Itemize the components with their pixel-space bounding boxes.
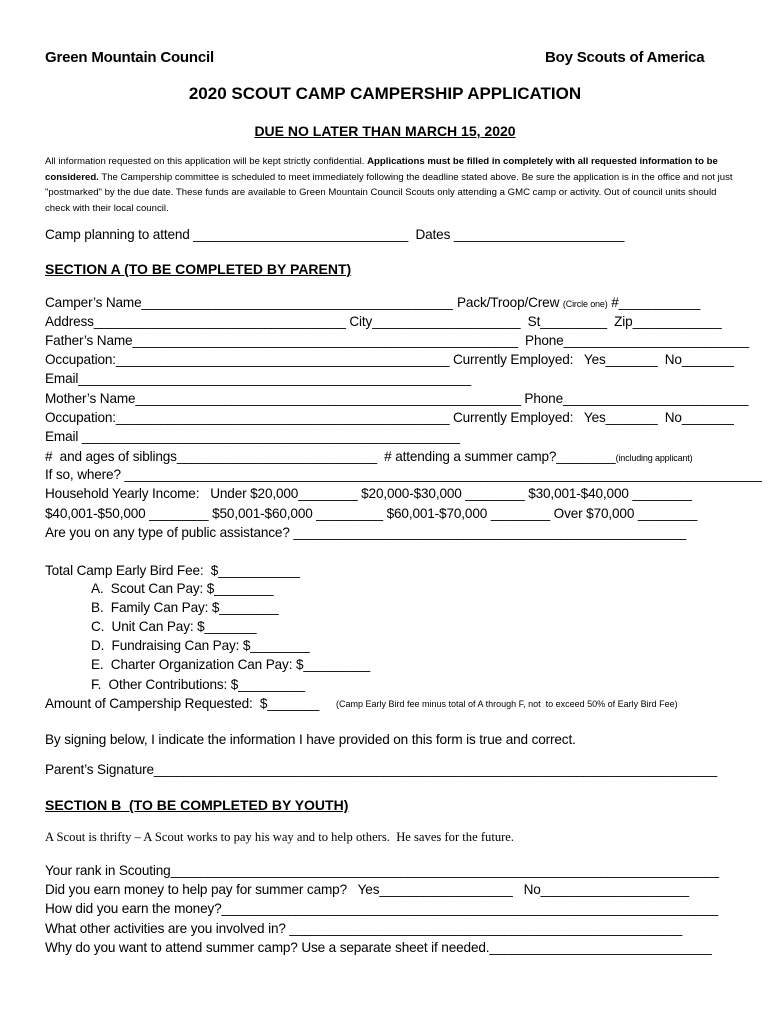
scout-rank-field[interactable]: Your rank in Scouting__________________________________________________________________________: [45, 863, 719, 878]
confidentiality-notice: [45, 154, 735, 216]
intro-text-bold: Applications must be filled in completely with all requested information to be considered.: [45, 156, 718, 183]
income-line-1[interactable]: Household Yearly Income: Under $20,000________ $20,000-$30,000 ________ $30,001-$40,000 ________: [45, 486, 692, 501]
public-assistance-field[interactable]: Are you on any type of public assistance? _____________________________________________________: [45, 525, 687, 540]
siblings-text[interactable]: # and ages of siblings___________________________ # attending a summer camp?________: [45, 449, 616, 464]
amount-requested-note: (Camp Early Bird fee minus total of A through F, not to exceed 50% of Early Bird Fee): [336, 699, 678, 709]
pack-troop-crew-field[interactable]: [457, 296, 700, 310]
including-applicant-note: (including applicant): [615, 453, 693, 463]
organization-name: Boy Scouts of America: [545, 49, 705, 66]
mother-occupation-field[interactable]: Occupation:_____________________________________________ Currently Employed: Yes_______ No_______: [45, 410, 734, 425]
scout-can-pay-field[interactable]: A. Scout Can Pay: $________: [91, 581, 274, 596]
parent-signature-field[interactable]: Parent’s Signature____________________________________________________________________________: [45, 762, 718, 777]
form-title: 2020 SCOUT CAMP CAMPERSHIP APPLICATION: [188, 84, 582, 103]
how-earn-money-field[interactable]: How did you earn the money?___________________________________________________________________: [45, 901, 719, 916]
other-contributions-field[interactable]: F. Other Contributions: $_________: [91, 677, 305, 692]
due-date-text: DUE NO LATER THAN MARCH 15, 2020: [254, 123, 516, 139]
camp-location-field[interactable]: If so, where? ______________________________________________________________________________________: [45, 467, 762, 482]
unit-can-pay-field[interactable]: C. Unit Can Pay: $_______: [91, 619, 257, 634]
earn-money-field[interactable]: Did you earn money to help pay for summer camp? Yes__________________ No____________________: [45, 882, 689, 897]
section-a-heading: SECTION A (TO BE COMPLETED BY PARENT): [45, 261, 352, 277]
mother-email-field[interactable]: Email ___________________________________________________: [45, 429, 460, 444]
total-fee-field[interactable]: Total Camp Early Bird Fee: $___________: [45, 563, 300, 578]
campers-name-field[interactable]: Camper’s Name__________________________________________: [45, 295, 453, 310]
amount-requested-field[interactable]: [45, 697, 319, 711]
address-field[interactable]: Address__________________________________ City____________________ St_________ Zip____________: [45, 314, 722, 329]
siblings-field[interactable]: [45, 450, 693, 464]
pack-label: Pack/Troop/Crew: [457, 295, 563, 310]
mother-name-field[interactable]: Mother’s Name____________________________________________________ Phone_________________________: [45, 391, 749, 406]
family-can-pay-field[interactable]: B. Family Can Pay: $________: [91, 600, 279, 615]
intro-text-1: All information requested on this application will be kept strictly confidential.: [45, 156, 368, 167]
certification-statement: By signing below, I indicate the information I have provided on this form is true and correct.: [45, 732, 576, 747]
father-email-field[interactable]: Email_____________________________________________________: [45, 371, 471, 386]
father-occupation-field[interactable]: Occupation:_____________________________________________ Currently Employed: Yes_______ No_______: [45, 352, 734, 367]
circle-one-note: (Circle one): [562, 299, 608, 309]
pack-number-blank[interactable]: #___________: [607, 295, 701, 310]
camp-planning-field[interactable]: Camp planning to attend _____________________________ Dates _______________________: [45, 227, 625, 242]
amount-requested-text[interactable]: Amount of Campership Requested: $_______: [45, 696, 320, 711]
income-line-2[interactable]: $40,001-$50,000 ________ $50,001-$60,000 _________ $60,001-$70,000 ________ Over $70,000 ________: [45, 506, 698, 521]
fundraising-can-pay-field[interactable]: D. Fundraising Can Pay: $________: [91, 638, 310, 653]
other-activities-field[interactable]: What other activities are you involved in? _____________________________________________________: [45, 921, 683, 936]
council-name: Green Mountain Council: [45, 49, 214, 66]
due-date-notice: [0, 124, 770, 138]
section-b-heading: SECTION B (TO BE COMPLETED BY YOUTH): [45, 797, 349, 813]
father-name-field[interactable]: Father’s Name____________________________________________________ Phone_________________________: [45, 333, 749, 348]
intro-text-2: The Campership committee is scheduled to meet immediately following the deadline stated above. Be sure the application is in the office and not just "postmarked" by the due date. These funds are available to Green Mountain Council Scouts only attending a GMC camp or activity. Out of council units should check with their local council.: [45, 171, 733, 214]
scout-law-quote: A Scout is thrifty – A Scout works to pay his way and to help others. He saves for the future.: [45, 830, 515, 844]
charter-org-can-pay-field[interactable]: E. Charter Organization Can Pay: $_________: [91, 657, 371, 672]
why-attend-field[interactable]: Why do you want to attend summer camp? Use a separate sheet if needed.______________________________: [45, 940, 712, 955]
